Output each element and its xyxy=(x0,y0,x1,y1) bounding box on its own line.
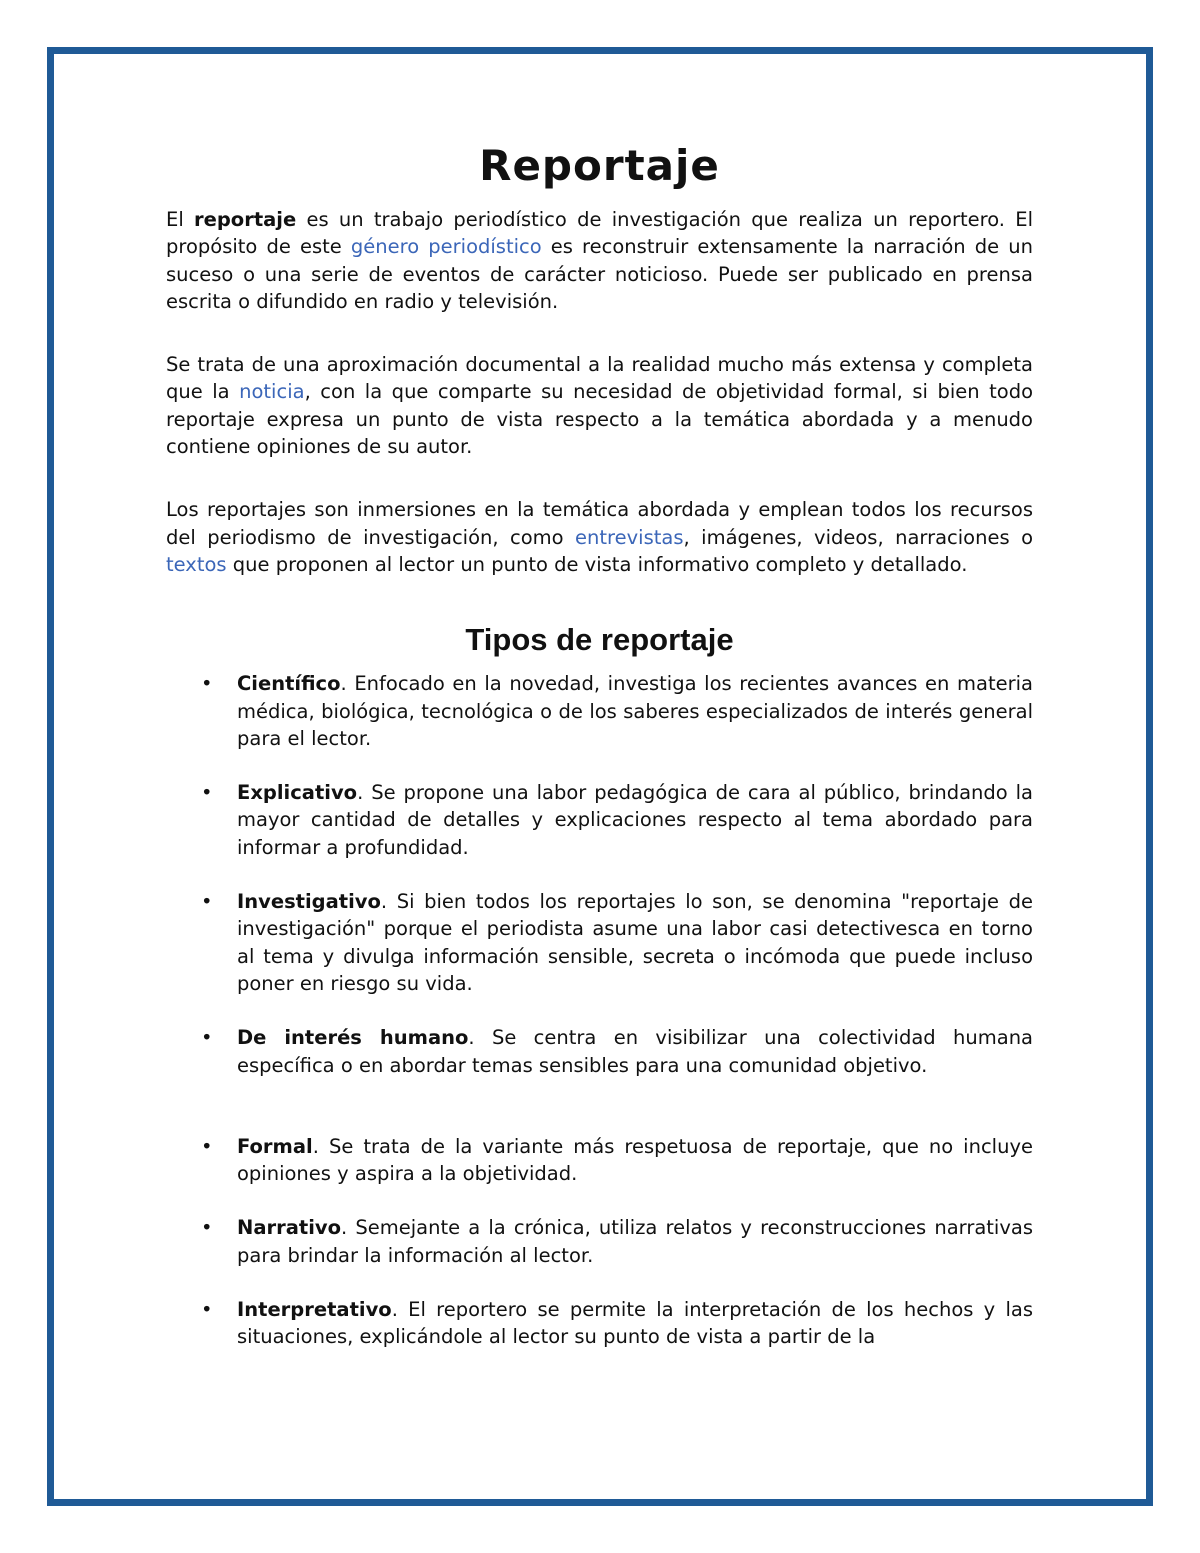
type-description: . Enfocado en la novedad, investiga los recientes avances en materia médica, biológica, tecnológica o de los saberes especializados de interés general para el lector. xyxy=(237,672,1033,750)
link-noticia[interactable]: noticia xyxy=(239,380,305,404)
type-description: . El reportero se permite la interpretación de los hechos y las situaciones, explicándole al lector su punto de vista a partir de la xyxy=(237,1298,1033,1349)
intro-paragraph-2 xyxy=(166,351,1033,460)
section-heading-tipos: Tipos de reportaje xyxy=(465,622,734,658)
type-description: . Se trata de la variante más respetuosa de reportaje, que no incluye opiniones y aspira a la objetividad. xyxy=(237,1134,1033,1186)
type-name: Narrativo xyxy=(237,1216,341,1240)
link-entrevistas[interactable]: entrevistas xyxy=(575,525,684,549)
type-description: . Semejante a la crónica, utiliza relatos y reconstrucciones narrativas para brindar la información al lector. xyxy=(237,1216,1033,1267)
bullet-icon: • xyxy=(201,1026,213,1050)
type-description: . Se propone una labor pedagógica de cara al público, brindando la mayor cantidad de detalles y explicaciones respecto al tema abordado para informar a profundidad. xyxy=(237,781,1033,859)
type-name: Investigativo xyxy=(237,890,381,914)
type-name: Formal xyxy=(237,1134,313,1158)
types-list xyxy=(166,670,1033,1350)
text-fragment: es un trabajo periodístico de investigación que realiza un reportero. El propósito de este xyxy=(166,208,1033,259)
list-item xyxy=(201,779,1033,861)
type-name: De interés humano xyxy=(237,1026,469,1050)
text-fragment: , imágenes, videos, narraciones o xyxy=(683,525,1033,549)
intro-paragraph-1 xyxy=(166,206,1033,315)
bullet-icon: • xyxy=(201,781,213,805)
text-fragment: que proponen al lector un punto de vista informativo completo y detallado. xyxy=(226,552,968,576)
text-fragment: Se trata de una aproximación documental a la realidad mucho más extensa y completa que la xyxy=(166,353,1033,404)
list-item xyxy=(201,888,1033,997)
bullet-icon: • xyxy=(201,1298,213,1322)
document-title: Reportaje xyxy=(479,141,720,190)
type-description: . Se centra en visibilizar una colectividad humana específica o en abordar temas sensibles para una comunidad objetivo. xyxy=(237,1026,1034,1077)
bold-term-reportaje: reportaje xyxy=(194,208,297,231)
text-fragment: El xyxy=(166,208,194,231)
text-fragment: Los reportajes son inmersiones en la temática abordada y emplean todos los recursos del periodismo de investigación, como xyxy=(166,498,1033,549)
text-fragment: es reconstruir extensamente la narración de un suceso o una serie de eventos de carácter noticioso. Puede ser publicado en prensa escrita o difundido en radio y televisión. xyxy=(166,235,1033,313)
list-item xyxy=(201,670,1033,752)
bullet-icon: • xyxy=(201,1134,213,1158)
type-name: Explicativo xyxy=(237,781,358,805)
bullet-icon: • xyxy=(201,672,213,696)
text-fragment: , con la que comparte su necesidad de objetividad formal, si bien todo reportaje expresa un punto de vista respecto a la temática abordada y a menudo contiene opiniones de su autor. xyxy=(166,380,1033,459)
document-body xyxy=(166,140,1033,1378)
type-name: Científico xyxy=(237,672,341,696)
list-item xyxy=(201,1133,1033,1188)
list-item xyxy=(201,1214,1033,1269)
link-genero-periodistico[interactable]: género periodístico xyxy=(350,235,542,259)
bullet-icon: • xyxy=(201,890,213,914)
list-item xyxy=(201,1024,1034,1079)
type-description: . Si bien todos los reportajes lo son, se denomina "reportaje de investigación" porque el periodista asume una labor casi detectivesca en torno al tema y divulga información sensible, secreta o incómoda que puede incluso poner en riesgo su vida. xyxy=(237,890,1033,995)
type-name: Interpretativo xyxy=(237,1298,392,1322)
bullet-icon: • xyxy=(201,1216,213,1240)
list-item xyxy=(201,1296,1033,1351)
intro-paragraph-3 xyxy=(166,496,1033,578)
link-textos[interactable]: textos xyxy=(166,552,227,576)
